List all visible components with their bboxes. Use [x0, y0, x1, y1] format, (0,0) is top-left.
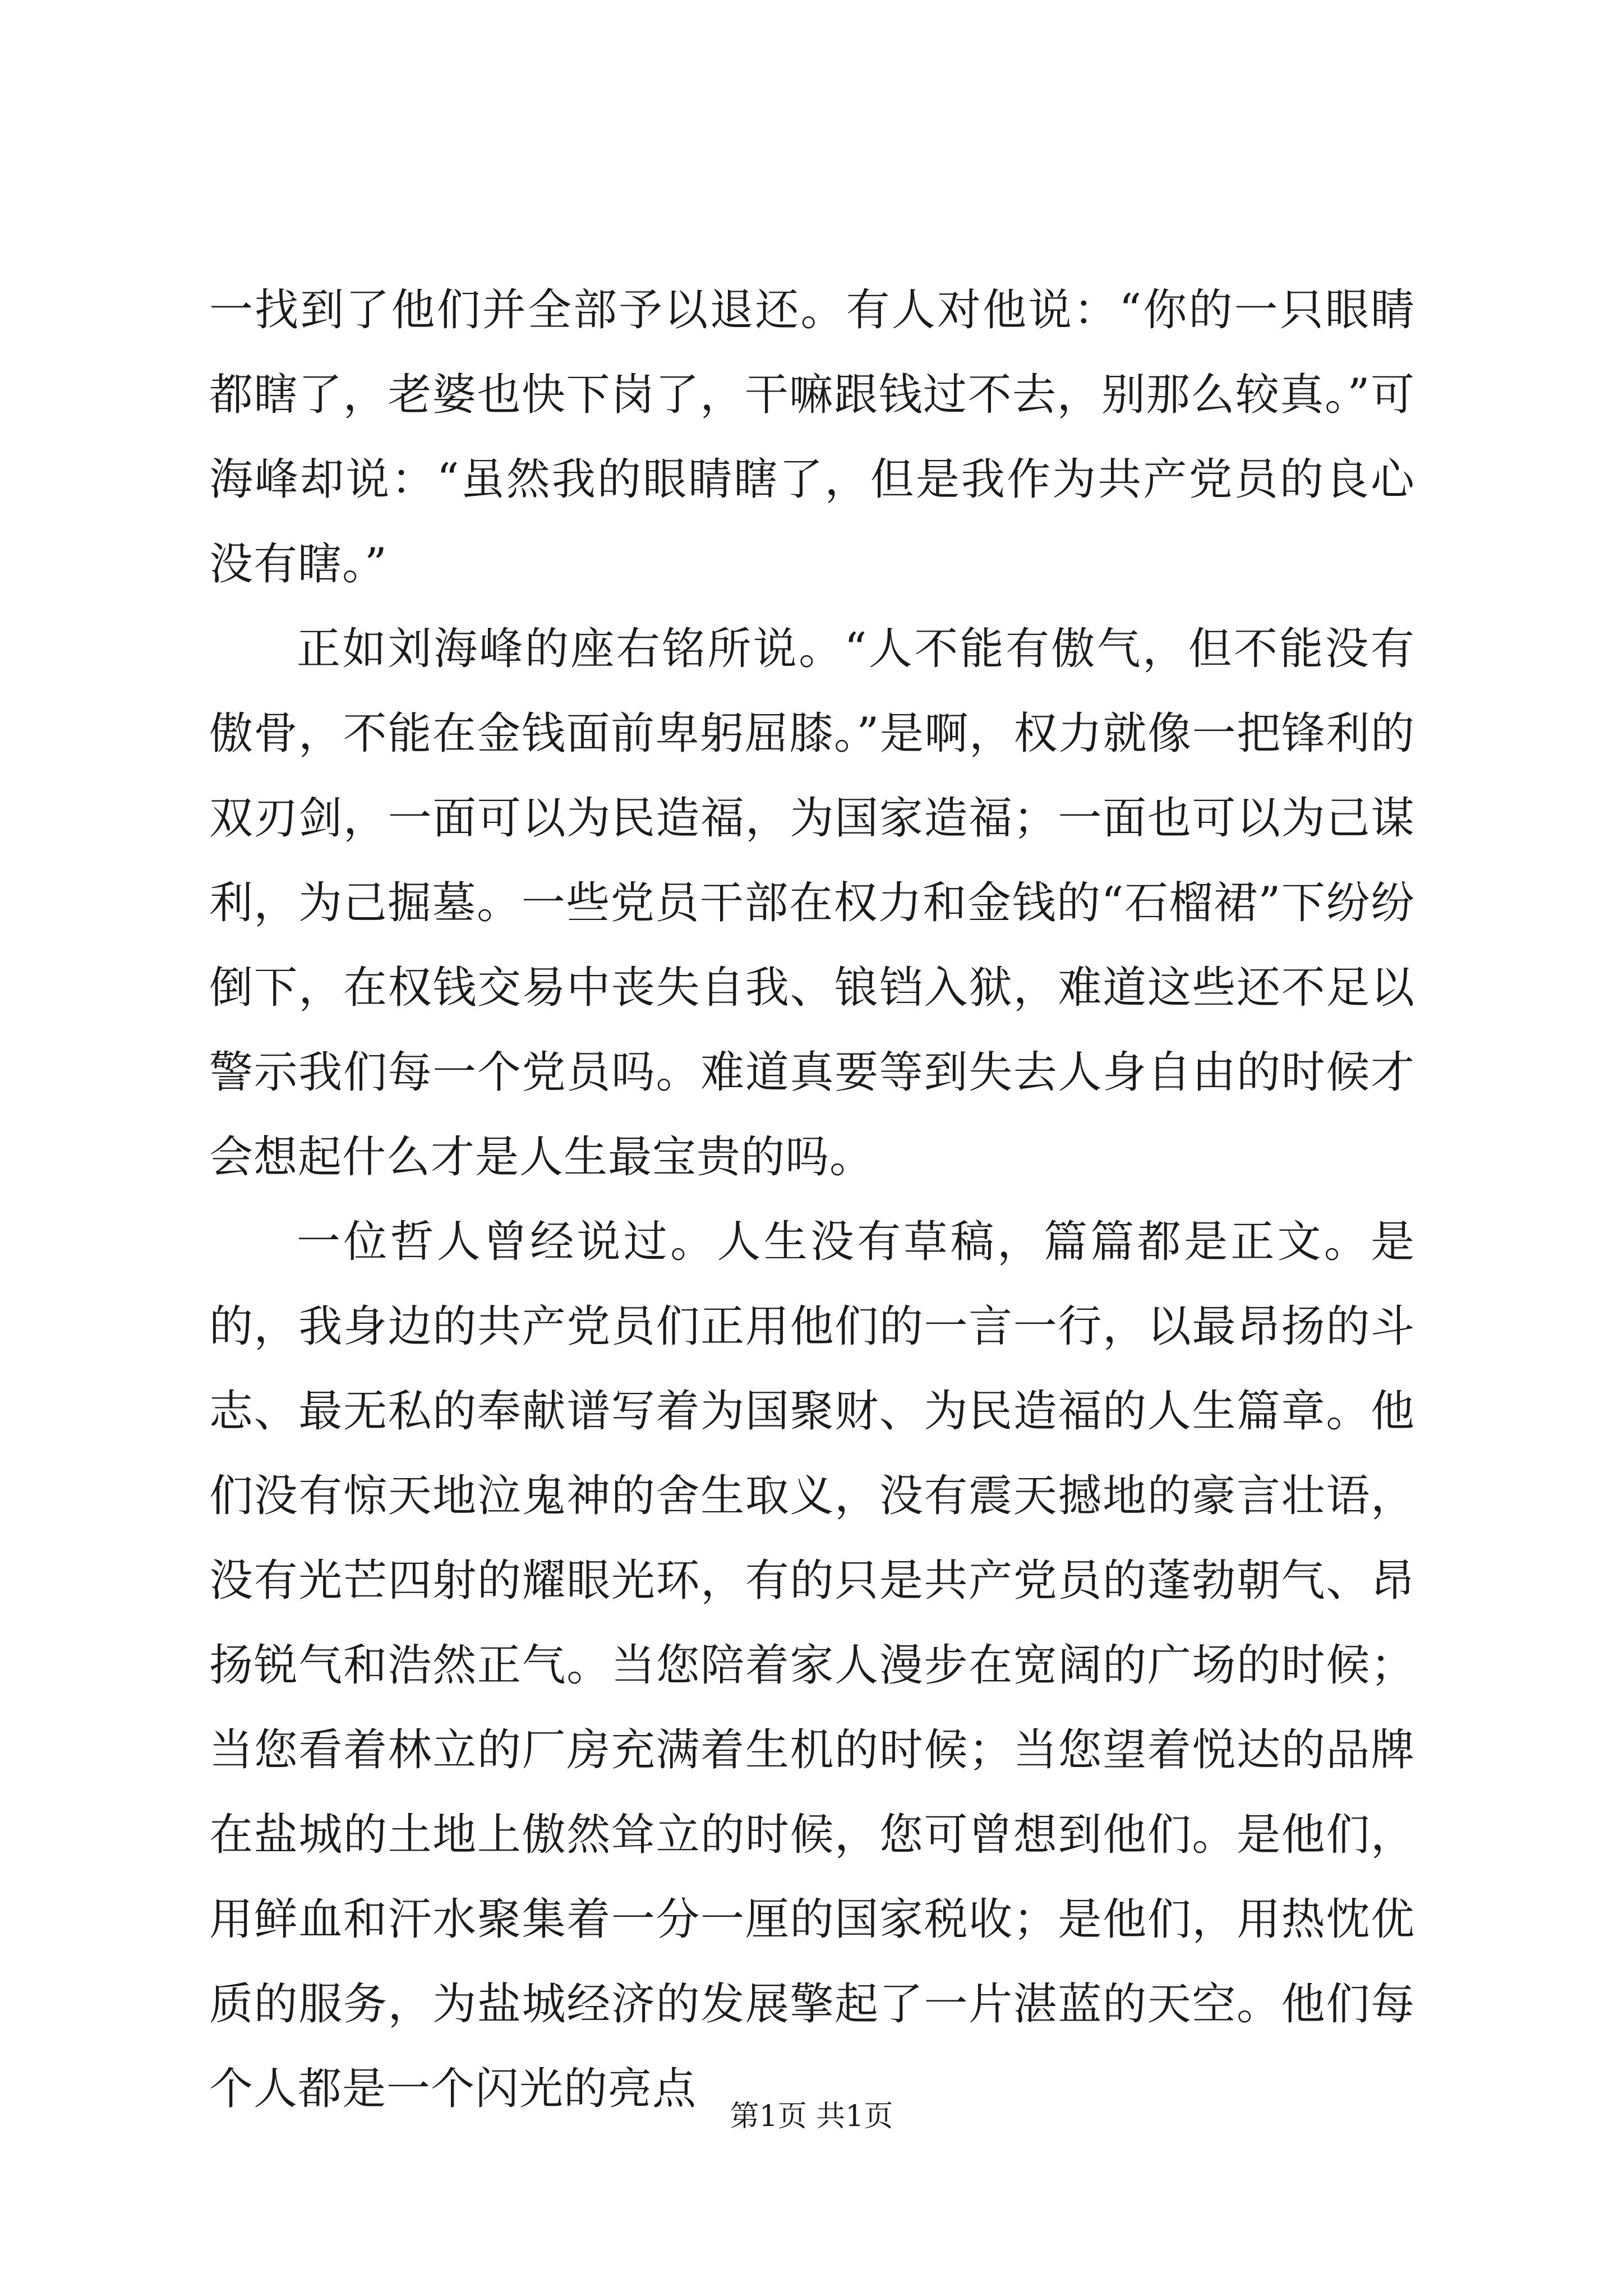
paragraph-1: 一找到了他们并全部予以退还。有人对他说：“你的一只眼睛都瞎了，老婆也快下岗了，干嘛跟钱过不去，别那么较真。”可海峰却说：“虽然我的眼睛瞎了，但是我作为共产党员的良心没有瞎。”: [209, 285, 1415, 590]
page-footer: 第1页 共1页: [730, 2100, 893, 2133]
paragraph-2: 正如刘海峰的座右铭所说。“人不能有傲气，但不能没有傲骨，不能在金钱面前卑躬屈膝。”是啊，权力就像一把锋利的双刃剑，一面可以为民造福，为国家造福；一面也可以为己谋利，为己掘墓。一些党员干部在权力和金钱的“石榴裙”下纷纷倒下，在权钱交易中丧失自我、锒铛入狱，难道这些还不足以警示我们每一个党员吗。难道真要等到失去人身自由的时候才会想起什么才是人生最宝贵的吗。: [209, 624, 1415, 1182]
document-body: [209, 268, 1415, 2132]
paragraph-3: 一位哲人曾经说过。人生没有草稿，篇篇都是正文。是的，我身边的共产党员们正用他们的一言一行，以最昂扬的斗志、最无私的奉献谱写着为国聚财、为民造福的人生篇章。他们没有惊天地泣鬼神的舍生取义，没有震天撼地的豪言壮语，没有光芒四射的耀眼光环，有的只是共产党员的蓬勃朝气、昂扬锐气和浩然正气。当您陪着家人漫步在宽阔的广场的时候；当您看着林立的厂房充满着生机的时候；当您望着悦达的品牌在盐城的土地上傲然耸立的时候，您可曾想到他们。是他们，用鲜血和汗水聚集着一分一厘的国家税收；是他们，用热忱优质的服务，为盐城经济的发展擎起了一片湛蓝的天空。他们每个人都是一个闪光的亮点: [209, 1217, 1415, 2114]
